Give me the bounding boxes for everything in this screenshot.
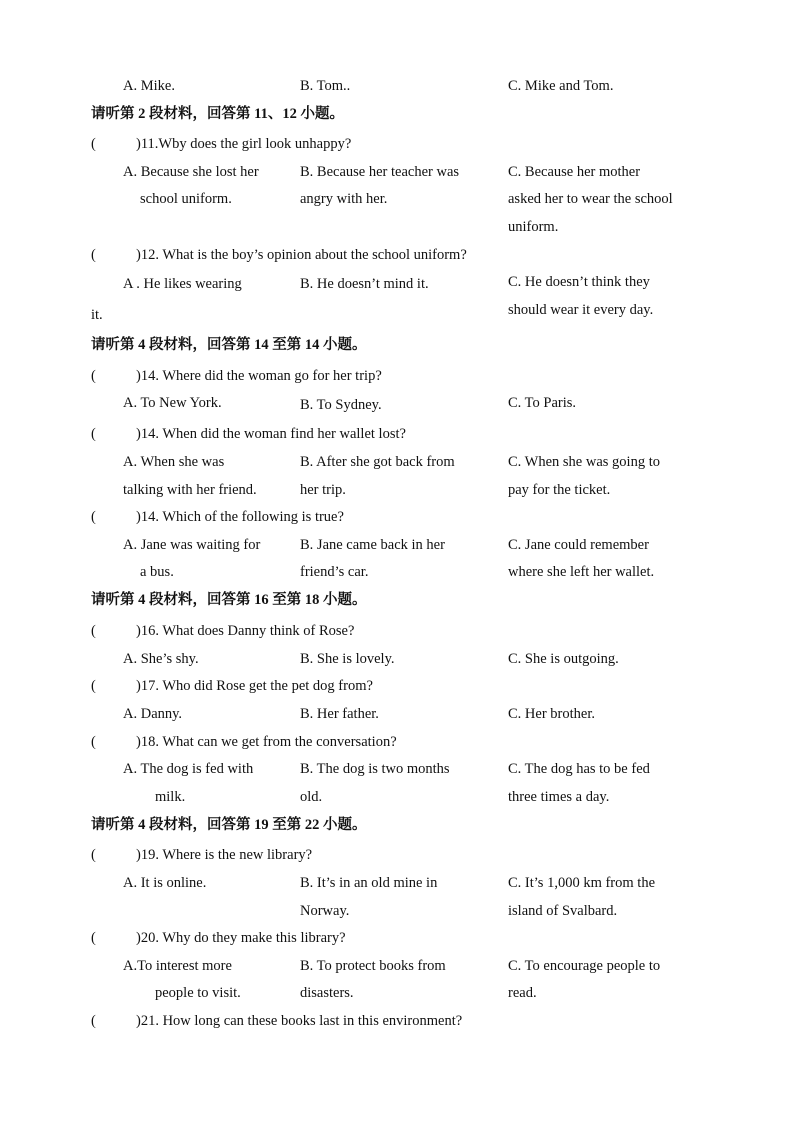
- option-b-cont: her trip.: [300, 482, 346, 498]
- option-c: C. When she was going to: [508, 454, 660, 470]
- section-heading: 请听第 4 段材料，回答第 14 至第 14 小题。: [91, 337, 367, 353]
- option-c-cont: island of Svalbard.: [508, 903, 618, 919]
- option-b-cont: angry with her.: [300, 191, 388, 207]
- answer-paren: (: [91, 734, 96, 750]
- section-heading: 请听第 4 段材料，回答第 16 至第 18 小题。: [91, 592, 367, 608]
- option-a-cont: it.: [91, 307, 103, 323]
- question-text: )17. Who did Rose get the pet dog from?: [136, 678, 373, 694]
- option-c-cont: read.: [508, 985, 537, 1001]
- section-heading: 请听第 2 段材料，回答第 11、12 小题。: [91, 106, 344, 122]
- option-c-cont: should wear it every day.: [508, 302, 654, 318]
- question-text: )16. What does Danny think of Rose?: [136, 623, 355, 639]
- option-b: B. The dog is two months: [300, 761, 450, 777]
- option-b-cont: disasters.: [300, 985, 354, 1001]
- option-a: A. To New York.: [123, 395, 222, 411]
- option-a: A. She’s shy.: [123, 651, 199, 667]
- option-a-cont: a bus.: [140, 564, 174, 580]
- question-text: )20. Why do they make this library?: [136, 930, 346, 946]
- option-a-cont: school uniform.: [140, 191, 232, 207]
- option-b-cont: Norway.: [300, 903, 350, 919]
- option-b-cont: friend’s car.: [300, 564, 369, 580]
- option-c: C. It’s 1,000 km from the: [508, 875, 656, 891]
- question-text: )19. Where is the new library?: [136, 847, 313, 863]
- option-c-cont: three times a day.: [508, 789, 610, 805]
- option-a: A. Danny.: [123, 706, 183, 722]
- answer-paren: (: [91, 136, 96, 152]
- option-a: A.To interest more: [123, 958, 232, 974]
- option-a: A . He likes wearing: [123, 276, 242, 292]
- answer-paren: (: [91, 368, 96, 384]
- option-c-cont: asked her to wear the school: [508, 191, 673, 207]
- option-c: C. He doesn’t think they: [508, 274, 650, 290]
- option-b: B. He doesn’t mind it.: [300, 276, 429, 292]
- answer-paren: (: [91, 623, 96, 639]
- answer-paren: (: [91, 930, 96, 946]
- option-a-cont: people to visit.: [155, 985, 241, 1001]
- option-c: C. Mike and Tom.: [508, 78, 614, 94]
- option-b: B. It’s in an old mine in: [300, 875, 438, 891]
- option-a: A. Because she lost her: [123, 164, 259, 180]
- option-a-cont: talking with her friend.: [123, 482, 257, 498]
- option-c: C. Her brother.: [508, 706, 595, 722]
- option-b: B. Her father.: [300, 706, 379, 722]
- option-b: B. Tom..: [300, 78, 351, 94]
- option-c-cont: where she left her wallet.: [508, 564, 655, 580]
- question-text: )14. Which of the following is true?: [136, 509, 344, 525]
- question-text: )12. What is the boy’s opinion about the school uniform?: [136, 247, 467, 263]
- question-text: )14. When did the woman find her wallet lost?: [136, 426, 406, 442]
- question-text: )11.Wby does the girl look unhappy?: [136, 136, 352, 152]
- option-a: A. It is online.: [123, 875, 207, 891]
- answer-paren: (: [91, 247, 96, 263]
- option-a: A. When she was: [123, 454, 225, 470]
- option-c-cont: pay for the ticket.: [508, 482, 611, 498]
- option-b: B. To protect books from: [300, 958, 446, 974]
- answer-paren: (: [91, 509, 96, 525]
- option-b: B. Because her teacher was: [300, 164, 460, 180]
- answer-paren: (: [91, 426, 96, 442]
- option-c: C. Because her mother: [508, 164, 641, 180]
- option-b: B. After she got back from: [300, 454, 455, 470]
- option-c: C. To encourage people to: [508, 958, 661, 974]
- option-a: A. The dog is fed with: [123, 761, 254, 777]
- option-c: C. Jane could remember: [508, 537, 649, 553]
- question-text: )18. What can we get from the conversation?: [136, 734, 397, 750]
- option-a: A. Mike.: [123, 78, 175, 94]
- answer-paren: (: [91, 847, 96, 863]
- option-c-cont: uniform.: [508, 219, 559, 235]
- option-b: B. To Sydney.: [300, 397, 382, 413]
- option-c: C. She is outgoing.: [508, 651, 619, 667]
- option-b: B. Jane came back in her: [300, 537, 445, 553]
- option-c: C. The dog has to be fed: [508, 761, 650, 777]
- section-heading: 请听第 4 段材料，回答第 19 至第 22 小题。: [91, 817, 367, 833]
- option-a: A. Jane was waiting for: [123, 537, 261, 553]
- option-a-cont: milk.: [155, 789, 186, 805]
- option-b-cont: old.: [300, 789, 323, 805]
- option-b: B. She is lovely.: [300, 651, 395, 667]
- answer-paren: (: [91, 1013, 96, 1029]
- question-text: )14. Where did the woman go for her trip?: [136, 368, 382, 384]
- option-c: C. To Paris.: [508, 395, 577, 411]
- answer-paren: (: [91, 678, 96, 694]
- question-text: )21. How long can these books last in this environment?: [136, 1013, 463, 1029]
